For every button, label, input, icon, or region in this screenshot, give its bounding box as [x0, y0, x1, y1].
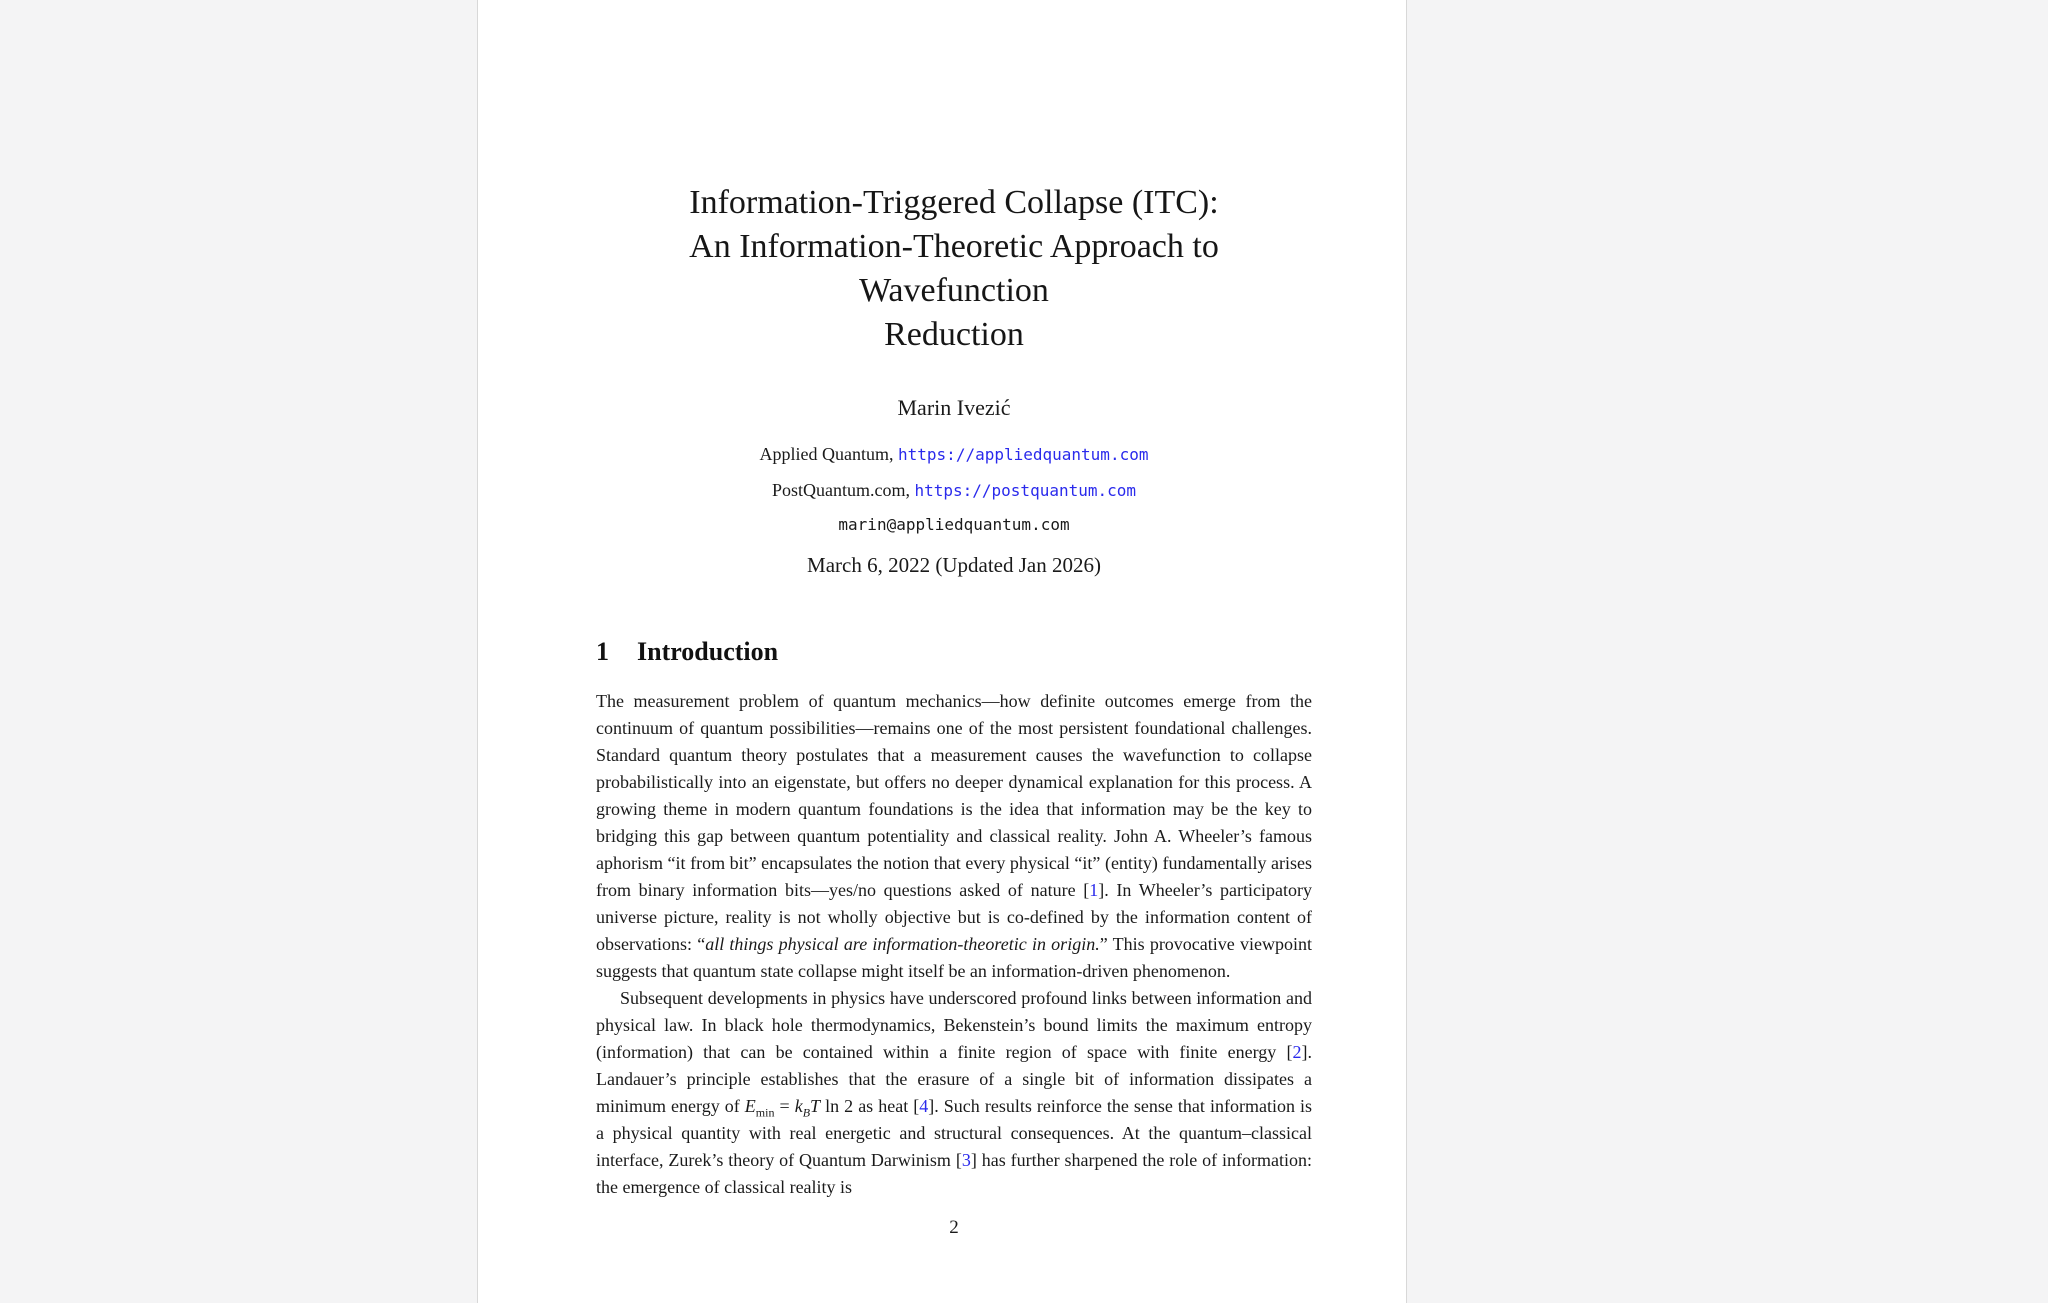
title-line-2: An Information-Theoretic Approach to Wavefunction	[689, 228, 1219, 309]
section-number: 1	[596, 637, 609, 666]
citation-ref[interactable]: 1	[1089, 880, 1099, 900]
paragraph: The measurement problem of quantum mechanics—how definite outcomes emerge from the continuum of quantum possibilities—remains one of the most persistent foundational challenges. Standard quantum theory postulates that a measurement causes the wavefunction to collapse probabilistically into an eigenstate, but offers no deeper dynamical explanation for this process. A growing theme in modern quantum foundations is the idea that information may be the key to bridging this gap between quantum potentiality and classical reality. John A. Wheeler’s famous aphorism “it from bit” encapsulates the notion that every physical “it” (entity) fundamentally arises from binary information bits—yes/no questions asked of nature [1]. In Wheeler’s participatory universe picture, reality is not wholly objective but is co-defined by the information content of observations: “all things physical are information-theoretic in origin.” This provocative viewpoint suggests that quantum state collapse might itself be an information-driven phenomenon.	[596, 691, 1312, 981]
affiliation-line-2	[596, 479, 1312, 502]
postquantum-link[interactable]: https://postquantum.com	[914, 481, 1137, 500]
citation-ref[interactable]: 4	[919, 1096, 929, 1116]
body-text	[596, 688, 1312, 1201]
text-run: has further sharpened the role of information: the emergence of classical reality is	[596, 1150, 1313, 1197]
text-run: The measurement problem of quantum mechanics—how definite outcomes emerge from the continuum of quantum possibilities—remains one of the most persistent foundational challenges. Standard quantum theory postulates that a measurement causes the wavefunction to collapse probabilistically into an eigenstate, but offers no deeper dynamical explanation for this process. A growing theme in modern quantum foundations is the idea that information may be the key to bridging this gap between quantum potentiality and classical reality. John A. Wheeler’s famous aphorism “it from bit” encapsulates the notion that every physical “it” (entity) fundamentally arises from binary information bits—yes/no questions asked of nature	[596, 691, 1312, 900]
affiliation-text-1: Applied Quantum,	[759, 444, 899, 464]
citation-ref[interactable]: 2	[1292, 1042, 1302, 1062]
section-heading	[596, 637, 1312, 667]
text-run: . Such results reinforce the sense that information is a physical quantity with real energetic and structural consequences. At the quantum–classical interface, Zurek’s theory of Quantum Darwinism	[596, 1096, 1312, 1170]
paragraph: Subsequent developments in physics have underscored profound links between information and physical law. In black hole thermodynamics, Bekenstein’s bound limits the maximum entropy (information) that can be contained within a finite region of space with finite energy [2]. Landauer’s principle establishes that the erasure of a single bit of information dissipates a minimum energy of $E_{min} = k_BT$ ln 2 as heat [4]. Such results reinforce the sense that information is a physical quantity with real energetic and structural consequences. At the quantum–classical interface, Zurek’s theory of Quantum Darwinism [3] has further sharpened the role of information: the emergence of classical reality is	[596, 988, 1313, 1197]
paper-title	[596, 181, 1312, 357]
text-run: . In Wheeler’s participatory universe picture, reality is not wholly objective but is co-defined by the information content of observations: “	[596, 880, 1312, 954]
text-run: ln 2 as heat	[820, 1096, 914, 1116]
math-subscript: min	[755, 1105, 775, 1120]
italic-text: all things physical are information-theoretic in origin.	[705, 934, 1100, 954]
page-number: 2	[949, 1217, 959, 1238]
title-line-3: Reduction	[884, 316, 1024, 353]
section-title: Introduction	[637, 637, 779, 666]
math-subscript: B	[802, 1105, 811, 1120]
author-name: Marin Ivezić	[897, 395, 1011, 420]
date-line: March 6, 2022 (Updated Jan 2026)	[807, 553, 1101, 577]
paper-page	[477, 0, 1407, 1303]
text-run: =	[774, 1096, 795, 1116]
citation-ref[interactable]: 3	[961, 1150, 971, 1170]
text-run: ” This provocative viewpoint suggests that quantum state collapse might itself be an information-driven phenomenon.	[596, 934, 1312, 981]
text-run: . Landauer’s principle establishes that the erasure of a single bit of information dissipates a minimum energy of	[596, 1042, 1312, 1116]
page-content	[478, 0, 1406, 1239]
italic-text: E	[744, 1096, 756, 1116]
italic-text: k	[794, 1096, 803, 1116]
title-line-1: Information-Triggered Collapse (ITC):	[689, 184, 1219, 221]
italic-text: T	[810, 1096, 821, 1116]
text-run: Subsequent developments in physics have underscored profound links between information and physical law. In black hole thermodynamics, Bekenstein’s bound limits the maximum entropy (information) that can be contained within a finite region of space with finite energy	[596, 988, 1312, 1062]
affiliation-line-1	[596, 443, 1312, 466]
affiliation-text-2: PostQuantum.com,	[771, 480, 915, 500]
author-email: marin@appliedquantum.com	[838, 515, 1070, 534]
appliedquantum-link[interactable]: https://appliedquantum.com	[898, 445, 1149, 464]
